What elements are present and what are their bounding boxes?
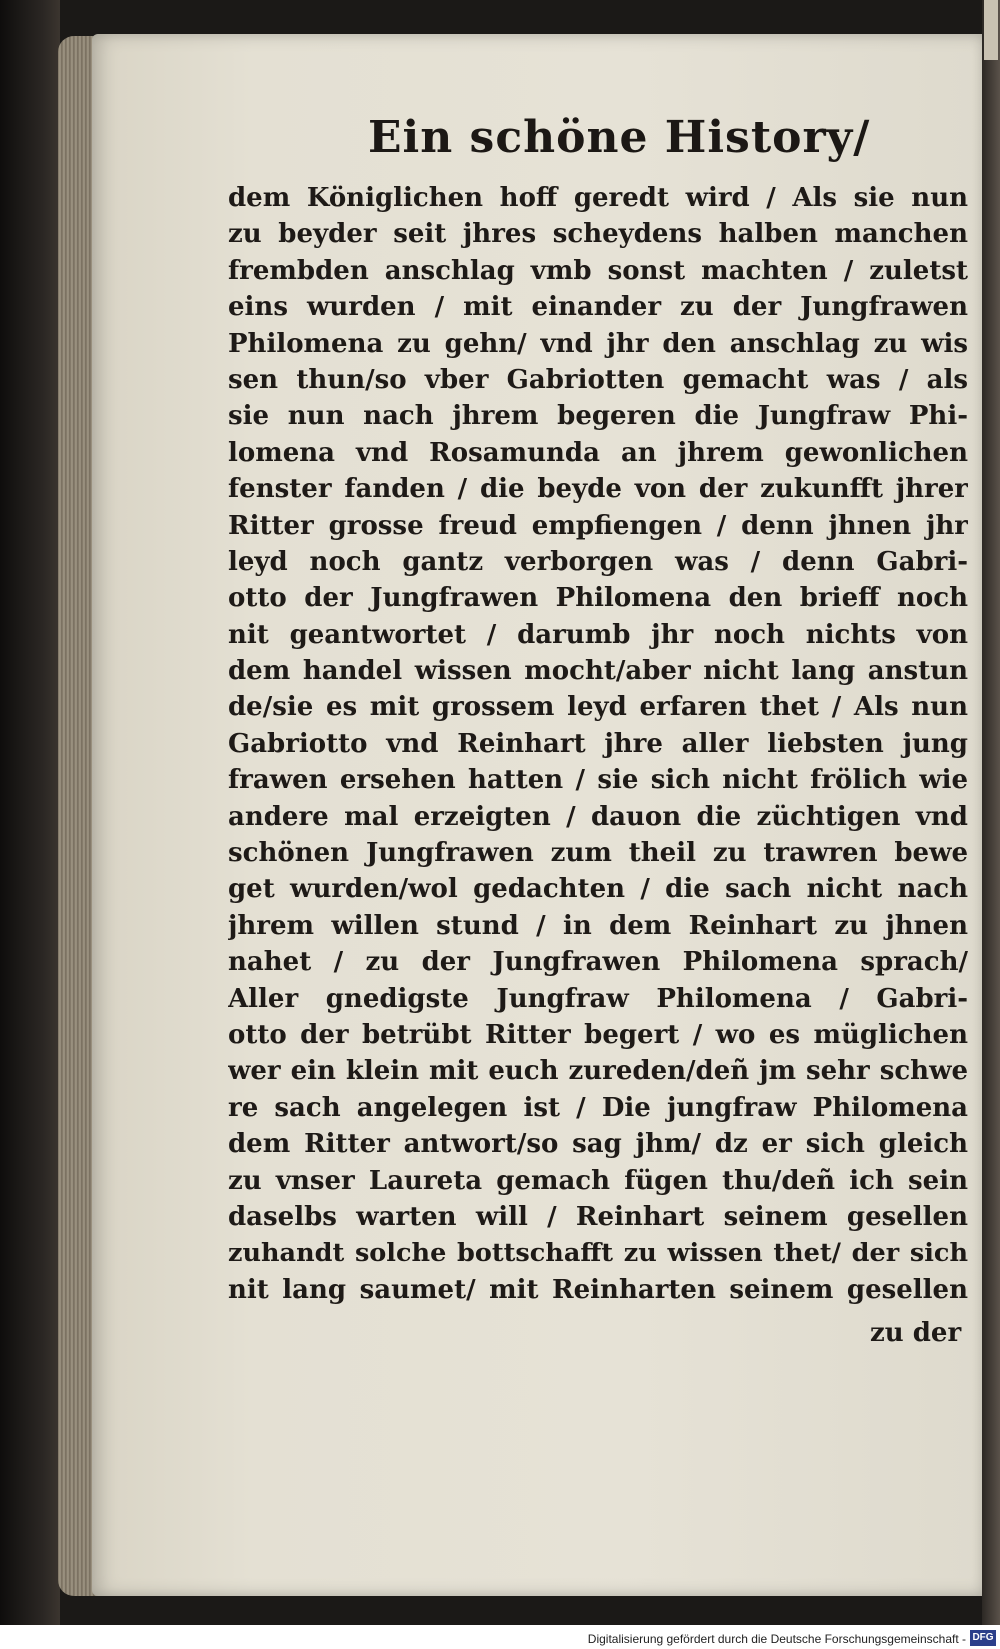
ruler-strip [984, 0, 998, 60]
text-line: fenster fanden / die beyde von der zukunfft jhrer [228, 474, 968, 505]
text-line: otto der Jungfrawen Philomena den brieff noch [228, 583, 968, 614]
text-line: Ritter grosse freud empfiengen / denn jhnen jhr [228, 510, 968, 541]
text-line: sen thun/so vber Gabriotten gemacht was / als [228, 364, 968, 395]
text-line: Gabriotto vnd Reinhart jhre aller liebsten jung [228, 728, 968, 759]
text-line: Aller gnedigste Jungfraw Philomena / Gabri- [228, 983, 968, 1014]
text-line: leyd noch gantz verborgen was / denn Gabri- [228, 546, 968, 577]
text-line: frembden anschlag vmb sonst machten / zuletst [228, 255, 968, 286]
text-line: dem Ritter antwort/so sag jhm/ dz er sich gleich [228, 1129, 968, 1160]
text-line: zuhandt solche bottschafft zu wissen thet/ der sich [228, 1238, 968, 1269]
text-line: jhrem willen stund / in dem Reinhart zu jhnen [228, 910, 968, 941]
text-line: Philomena zu gehn/ vnd jhr den anschlag zu wis [228, 328, 968, 359]
text-line: otto der betrübt Ritter begert / wo es müglichen [228, 1019, 968, 1050]
text-line: zu vnser Laureta gemach fügen thu/deñ ich sein [228, 1165, 968, 1196]
text-line: frawen ersehen hatten / sie sich nicht frölich wie [228, 765, 968, 796]
text-line: dem Königlichen hoff geredt wird / Als sie nun [228, 183, 968, 213]
text-line: dem handel wissen mocht/aber nicht lang anstun [228, 656, 968, 687]
text-line: nit geantwortet / darumb jhr noch nichts von [228, 619, 968, 650]
book-binding [0, 0, 60, 1649]
facing-page-edge [982, 0, 1000, 1649]
text-line: nahet / zu der Jungfrawen Philomena sprach/ [228, 947, 968, 978]
text-line: get wurden/wol gedachten / die sach nicht nach [228, 874, 968, 905]
text-block [228, 180, 968, 1308]
text-line: zu beyder seit jhres scheydens halben manchen [228, 219, 968, 250]
funding-credit: Digitalisierung gefördert durch die Deutsche Forschungsgemeinschaft - [587, 1632, 966, 1646]
text-line: sie nun nach jhrem begeren die Jungfraw Phi- [228, 401, 968, 432]
text-line: daselbs warten will / Reinhart seinem gesellen [228, 1201, 968, 1232]
footer-bar [0, 1625, 1000, 1649]
text-line: re sach angelegen ist / Die jungfraw Philomena [228, 1092, 968, 1123]
text-line: nit lang saumet/ mit Reinharten seinem gesellen [228, 1274, 968, 1305]
text-line: lomena vnd Rosamunda an jhrem gewonlichen [228, 437, 968, 468]
text-line: de/sie es mit grossem leyd erfaren thet / Als nun [228, 692, 968, 723]
text-line: schönen Jungfrawen zum theil zu trawren bewe [228, 838, 968, 869]
text-line: andere mal erzeigten / dauon die züchtigen vnd [228, 801, 968, 832]
catchword: zu der [870, 1318, 962, 1348]
text-line: eins wurden / mit einander zu der Jungfrawen [228, 292, 968, 323]
dfg-logo: DFG [970, 1630, 996, 1646]
text-line: wer ein klein mit euch zureden/deñ jm sehr schwe [228, 1056, 968, 1087]
running-head: Ein schöne History/ [368, 112, 871, 163]
